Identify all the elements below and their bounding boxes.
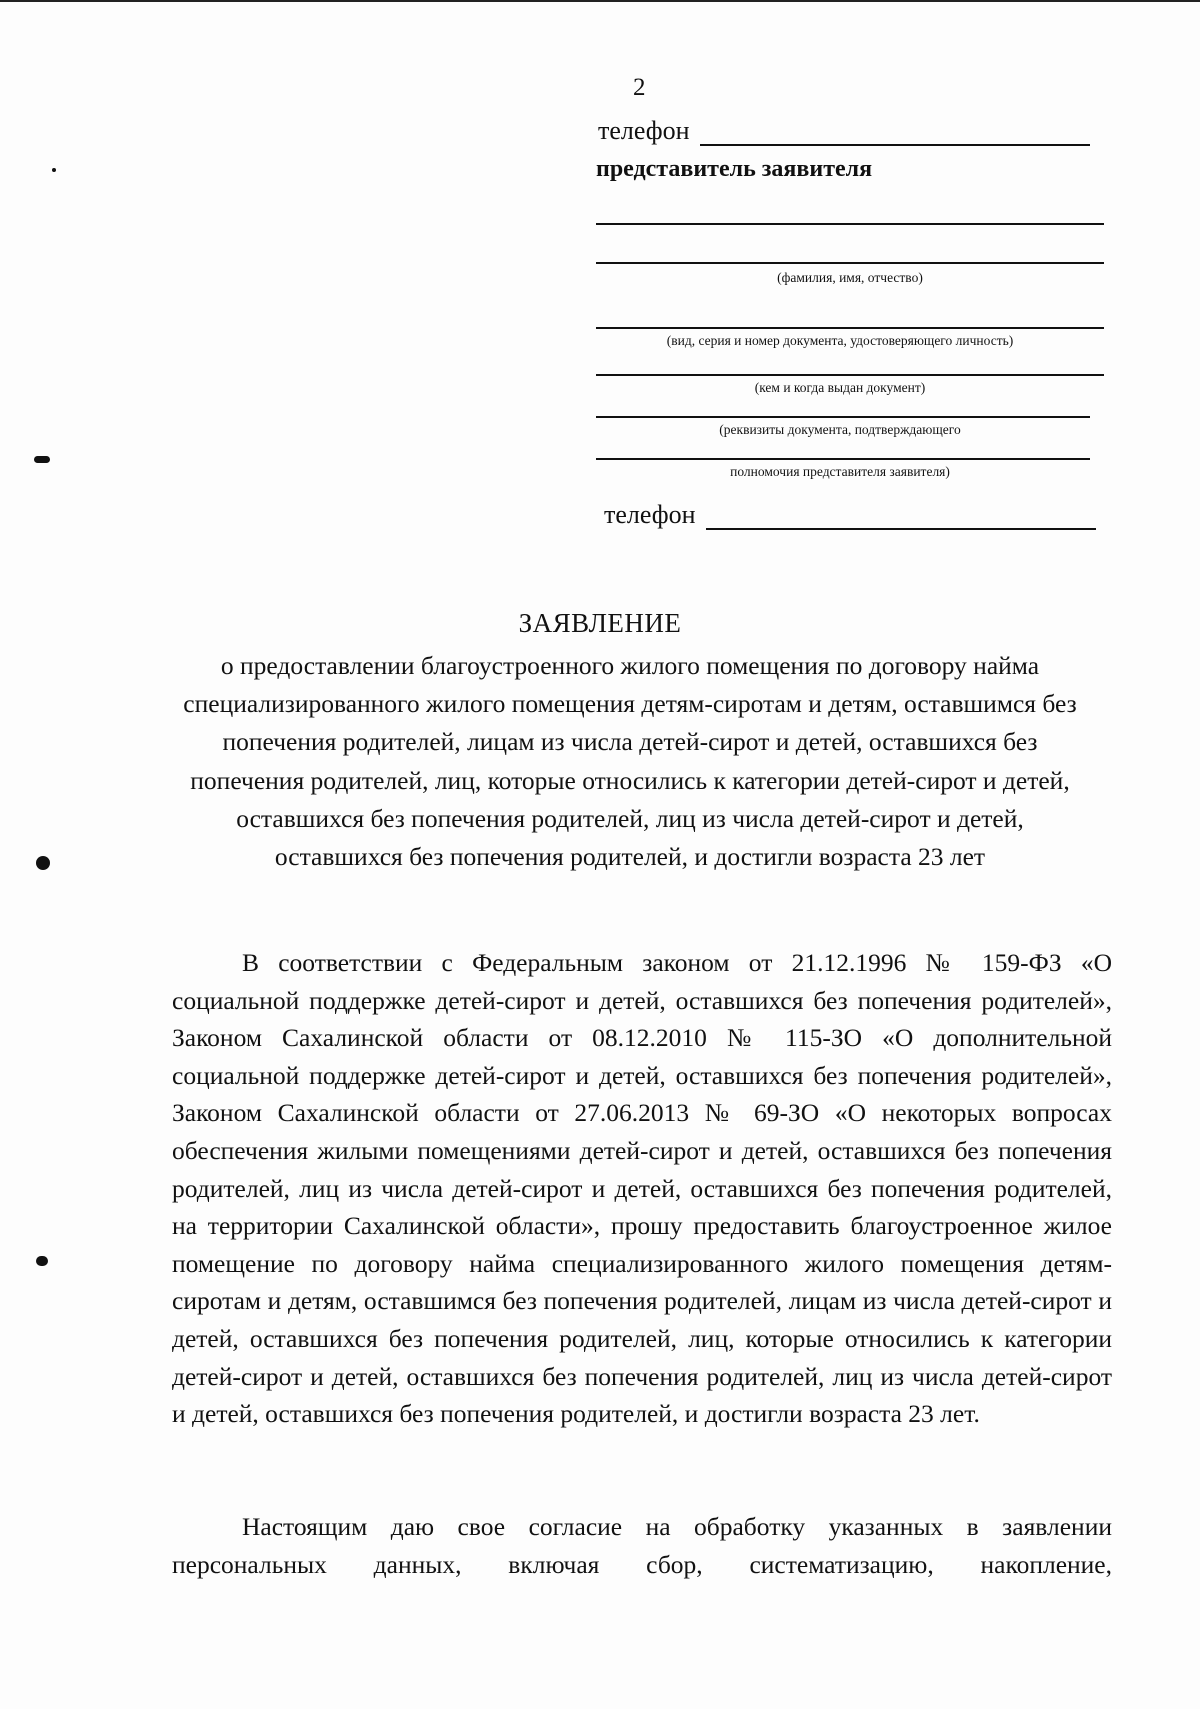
- authority-document-line-2[interactable]: [596, 458, 1090, 460]
- applicant-phone-field[interactable]: [700, 118, 1090, 146]
- statement-title: ЗАЯВЛЕНИЕ: [518, 608, 682, 638]
- representative-name-line-1[interactable]: [596, 223, 1104, 225]
- representative-name-line-2[interactable]: [596, 262, 1104, 264]
- page-number: 2: [633, 74, 646, 101]
- representative-title: представитель заявителя: [596, 156, 873, 182]
- statement-paragraph-1: В соответствии с Федеральным законом от 21.12.1996 № 159-ФЗ «О социальной поддержке детей-сирот и детей, оставшихся без попечения родителей», Законом Сахалинской области от 08.12.2010 № 115-ЗО «О дополнительной социальной поддержке детей-сирот и детей, оставшихся без попечения родителей», Законом Сахалинской области от 27.06.2013 № 69-ЗО «О некоторых вопросах обеспечения жилыми помещениями детей-сирот и детей, оставшихся без попечения родителей, лиц из числа детей-сирот и детей, оставшихся без попечения родителей, на территории Сахалинской области», прошу предоставить благоустроенное жилое помещение по договору найма специализированного жилого помещения детям-сиротам и детям, оставшимся без попечения родителей, лицам из числа детей-сирот и детей, оставшихся без попечения родителей, лиц, которые относились к категории детей-сирот и детей, оставшихся без попечения родителей, лиц из числа детей-сирот и детей, оставшихся без попечения родителей, и достигли возраста 23 лет.: [172, 948, 1112, 1429]
- statement-subtitle: о предоставлении благоустроенного жилого помещения по договору найма специализированного жилого помещения детям-сиротам и детям, оставшимся без попечения родителей, лицам из числа детей-сирот и детей, оставшихся без попечения родителей, лиц, которые относились к категории детей-сирот и детей, оставшихся без попечения родителей, лиц из числа детей-сирот и детей, оставшихся без попечения родителей, и достигли возраста 23 лет: [183, 651, 1077, 872]
- caption-authority-1: (реквизиты документа, подтверждающего: [719, 422, 961, 437]
- caption-fio: (фамилия, имя, отчество): [777, 270, 923, 285]
- representative-phone-field[interactable]: [706, 502, 1096, 530]
- issued-by-line[interactable]: [596, 374, 1104, 376]
- punch-hole-mark: [34, 456, 50, 463]
- authority-document-line-1[interactable]: [596, 416, 1090, 418]
- statement-paragraph-2: Настоящим даю свое согласие на обработку указанных в заявлении персональных данных, включая сбор, систематизацию, накопление,: [172, 1512, 1112, 1579]
- punch-hole-mark: [36, 856, 50, 870]
- applicant-phone-label: телефон: [598, 116, 690, 145]
- representative-phone-row: [604, 500, 1096, 530]
- caption-issued-by: (кем и когда выдан документ): [754, 380, 926, 395]
- representative-phone-label: телефон: [604, 500, 696, 529]
- caption-id-document: (вид, серия и номер документа, удостоверяющего личность): [666, 333, 1014, 348]
- punch-hole-mark: [36, 1256, 48, 1266]
- applicant-phone-row: [598, 116, 1090, 146]
- scan-edge: [0, 0, 1200, 2]
- id-document-line[interactable]: [596, 327, 1104, 329]
- caption-authority-2: полномочия представителя заявителя): [730, 464, 950, 479]
- scan-speck: [52, 168, 56, 172]
